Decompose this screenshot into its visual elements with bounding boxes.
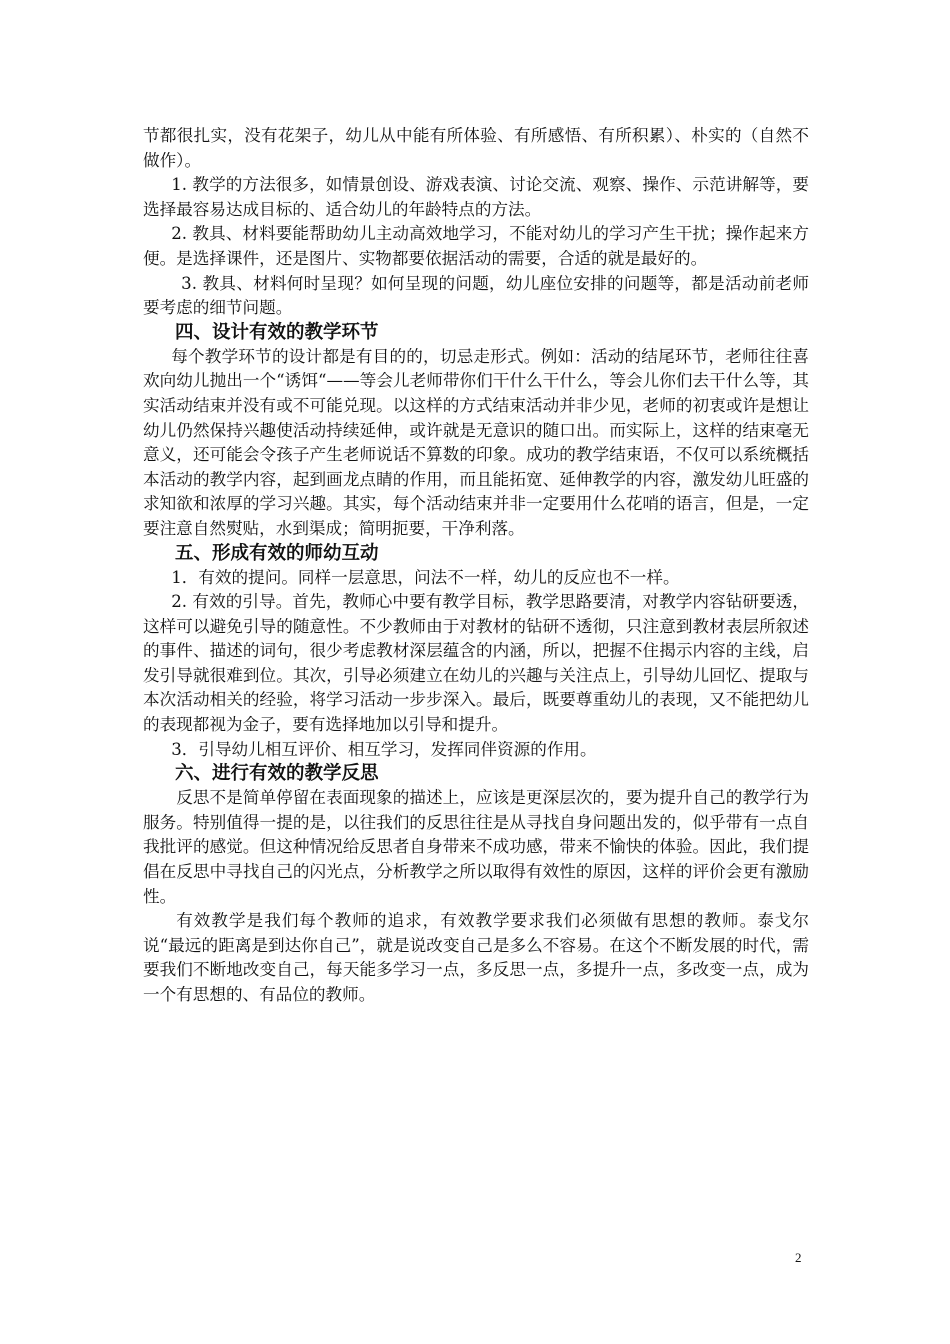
page-number: 2 (795, 1250, 802, 1265)
section-heading-4: 四、设计有效的教学环节 (175, 321, 379, 343)
paragraph: 1．有效的提问。同样一层意思，问法不一样，幼儿的反应也不一样。 (171, 567, 680, 587)
paragraph: 3. 教具、材料何时呈现？如何呈现的问题，幼儿座位安排的问题等，都是活动前老师要考虑的细节问题。 (143, 273, 809, 318)
paragraph: 1. 教学的方法很多，如情景创设、游戏表演、讨论交流、观察、操作、示范讲解等，要选择最容易达成目标的、适合幼儿的年龄特点的方法。 (143, 175, 809, 219)
section-heading-5: 五、形成有效的师幼互动 (175, 542, 379, 564)
document-body (143, 124, 809, 1008)
paragraph: 3．引导幼儿相互评价、相互学习，发挥同伴资源的作用。 (171, 739, 597, 759)
section-heading-6: 六、进行有效的教学反思 (175, 763, 379, 785)
paragraph: 节都很扎实，没有花架子，幼儿从中能有所体验、有所感悟、有所积累）、朴实的（自然不做作）。 (143, 126, 809, 170)
paragraph: 每个教学环节的设计都是有目的的，切忌走形式。例如：活动的结尾环节，老师往往喜欢向幼儿抛出一个“诱饵“——等会儿老师带你们干什么干什么，等会儿你们去干什么等，其实活动结束并没有或不可能兑现。以这样的方式结束活动并非少见，老师的初衷或许是想让幼儿仍然保持兴趣使活动持续延伸，或许就是无意识的随口出。而实际上，这样的结束毫无意义，还可能会令孩子产生老师说话不算数的印象。成功的教学结束语，不仅可以系统概括本活动的教学内容，起到画龙点睛的作用，而且能拓宽、延伸教学的内容，激发幼儿旺盛的求知欲和浓厚的学习兴趣。其实，每个活动结束并非一定要用什么花哨的语言，但是，一定要注意自然熨贴，水到渠成；简明扼要，干净利落。 (143, 346, 809, 538)
paragraph: 2. 有效的引导。首先，教师心中要有教学目标，教学思路要清，对教学内容钻研要透，这样可以避免引导的随意性。不少教师由于对教材的钻研不透彻，只注意到教材表层所叙述的事件、描述的词句，很少考虑教材深层蕴含的内涵，所以，把握不住揭示内容的主线，启发引导就很难到位。其次，引导必须建立在幼儿的兴趣与关注点上，引导幼儿回忆、提取与本次活动相关的经验，将学习活动一步步深入。最后，既要尊重幼儿的表现，又不能把幼儿的表现都视为金子，要有选择地加以引导和提升。 (143, 592, 809, 735)
paragraph: 反思不是简单停留在表面现象的描述上，应该是更深层次的，要为提升自己的教学行为服务。特别值得一提的是，以往我们的反思往往是从寻找自身问题出发的，似乎带有一点自我批评的感觉。但这种情况给反思者自身带来不成功感，带来不愉快的体验。因此，我们提倡在反思中寻找自己的闪光点，分析教学之所以取得有效性的原因，这样的评价会更有激励性。 (143, 788, 809, 906)
paragraph: 有效教学是我们每个教师的追求，有效教学要求我们必须做有思想的教师。泰戈尔说“最远的距离是到达你自己”，就是说改变自己是多么不容易。在这个不断发展的时代，需要我们不断地改变自己，每天能多学习一点，多反思一点，多提升一点，多改变一点，成为一个有思想的、有品位的教师。 (143, 911, 809, 1004)
paragraph: 2. 教具、材料要能帮助幼儿主动高效地学习，不能对幼儿的学习产生干扰；操作起来方便。是选择课件，还是图片、实物都要依据活动的需要，合适的就是最好的。 (143, 224, 809, 268)
